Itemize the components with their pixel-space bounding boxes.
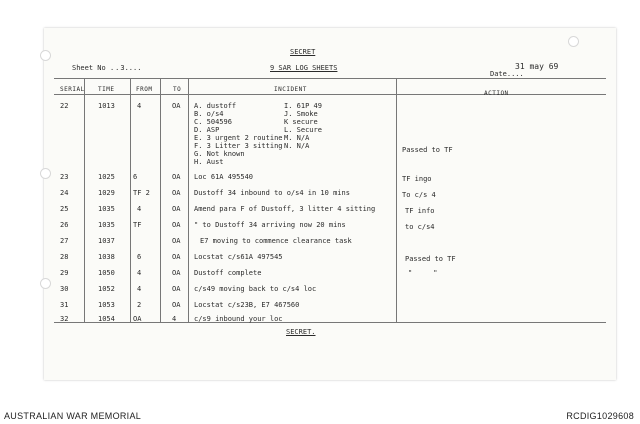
time-cell: 1035 <box>98 221 115 229</box>
to-cell: OA <box>172 285 181 293</box>
incident-line: M. N/A <box>284 134 310 142</box>
action-cell: To c/s 4 <box>402 191 436 199</box>
time-cell: 1025 <box>98 173 115 181</box>
to-cell: OA <box>172 173 181 181</box>
time-cell: 1035 <box>98 205 115 213</box>
serial-cell: 30 <box>60 285 69 293</box>
incident-cell: Locstat c/s23B, E7 467560 <box>194 301 300 309</box>
incident-line: J. Smoke <box>284 110 318 118</box>
column-divider <box>84 78 85 322</box>
col-action: ACTION <box>484 90 509 97</box>
to-cell: OA <box>172 301 181 309</box>
from-cell: 4 <box>137 102 142 110</box>
to-cell: OA <box>172 102 181 110</box>
serial-cell: 25 <box>60 205 69 213</box>
serial-cell: 32 <box>60 315 69 323</box>
action-cell: to c/s4 <box>405 223 435 231</box>
col-time: TIME <box>98 86 115 93</box>
from-cell: 4 <box>137 205 142 213</box>
security-classification-bottom: SECRET. <box>286 328 316 336</box>
col-from: FROM <box>136 86 153 93</box>
from-cell: 4 <box>137 269 142 277</box>
log-title: 9 SAR LOG SHEETS <box>270 64 338 72</box>
column-divider <box>188 78 189 322</box>
incident-line: L. Secure <box>284 126 322 134</box>
incident-cell: Dustoff 34 inbound to o/s4 in 10 mins <box>194 189 350 197</box>
from-cell: 6 <box>133 173 138 181</box>
incident-line: G. Not known <box>194 150 245 158</box>
incident-cell: c/s49 moving back to c/s4 loc <box>194 285 317 293</box>
incident-line: H. Aust <box>194 158 224 166</box>
header-bottom-border <box>54 94 606 95</box>
incident-cell: c/s9 inbound your loc <box>194 315 283 323</box>
action-cell: Passed to TF <box>402 146 453 154</box>
to-cell: OA <box>172 189 181 197</box>
punch-hole <box>40 278 51 289</box>
incident-cell: E7 moving to commence clearance task <box>200 237 352 245</box>
table-top-border <box>54 78 606 79</box>
from-cell: 4 <box>137 285 142 293</box>
to-cell: OA <box>172 253 181 261</box>
column-divider <box>160 78 161 322</box>
punch-hole <box>40 50 51 61</box>
punch-hole <box>568 36 579 47</box>
to-cell: OA <box>172 237 181 245</box>
action-cell: TF ingo <box>402 175 432 183</box>
ditto-cell: " " <box>408 269 438 277</box>
security-classification-top: SECRET <box>290 48 316 56</box>
from-cell: 6 <box>137 253 142 261</box>
col-to: TO <box>173 86 182 93</box>
date-label: Date.... <box>490 70 524 78</box>
archive-credit: AUSTRALIAN WAR MEMORIAL <box>4 411 142 421</box>
incident-line: A. dustoff <box>194 102 237 110</box>
column-divider <box>396 78 397 322</box>
serial-cell: 29 <box>60 269 69 277</box>
serial-cell: 28 <box>60 253 69 261</box>
time-cell: 1052 <box>98 285 115 293</box>
time-cell: 1029 <box>98 189 115 197</box>
to-cell: 4 <box>172 315 177 323</box>
incident-cell: " to Dustoff 34 arriving now 20 mins <box>194 221 346 229</box>
incident-cell: Locstat c/s61A 497545 <box>194 253 283 261</box>
serial-cell: 26 <box>60 221 69 229</box>
time-cell: 1037 <box>98 237 115 245</box>
date-value: 31 may 69 <box>515 62 559 71</box>
col-serial: SERIAL <box>60 86 85 93</box>
column-divider <box>130 78 131 322</box>
incident-line: C. 504596 <box>194 118 232 126</box>
incident-line: K secure <box>284 118 318 126</box>
sheet-number: Sheet No ..3.... <box>72 64 142 72</box>
incident-line: I. 61P 49 <box>284 102 322 110</box>
incident-line: E. 3 urgent 2 routine <box>194 134 283 142</box>
incident-line: N. N/A <box>284 142 310 150</box>
time-cell: 1050 <box>98 269 115 277</box>
time-cell: 1013 <box>98 102 115 110</box>
serial-cell: 23 <box>60 173 69 181</box>
time-cell: 1038 <box>98 253 115 261</box>
to-cell: OA <box>172 221 181 229</box>
col-incident: INCIDENT <box>274 86 307 93</box>
from-cell: TF 2 <box>133 189 150 197</box>
archive-reference: RCDIG1029608 <box>566 411 634 421</box>
incident-line: D. ASP <box>194 126 220 134</box>
time-cell: 1053 <box>98 301 115 309</box>
incident-cell: Amend para F of Dustoff, 3 litter 4 sitting <box>194 205 376 213</box>
to-cell: OA <box>172 269 181 277</box>
serial-cell: 22 <box>60 102 69 110</box>
serial-cell: 31 <box>60 301 69 309</box>
punch-hole <box>40 168 51 179</box>
action-cell: Passed to TF <box>405 255 456 263</box>
log-sheet <box>44 28 616 380</box>
from-cell: 2 <box>137 301 142 309</box>
incident-line: F. 3 Litter 3 sitting <box>194 142 283 150</box>
incident-cell: Dustoff complete <box>194 269 262 277</box>
time-cell: 1054 <box>98 315 115 323</box>
incident-cell: Loc 61A 495540 <box>194 173 254 181</box>
from-cell: TF <box>133 221 142 229</box>
incident-line: B. o/s4 <box>194 110 224 118</box>
serial-cell: 27 <box>60 237 69 245</box>
serial-cell: 24 <box>60 189 69 197</box>
to-cell: OA <box>172 205 181 213</box>
from-cell: OA <box>133 315 142 323</box>
action-cell: TF info <box>405 207 435 215</box>
